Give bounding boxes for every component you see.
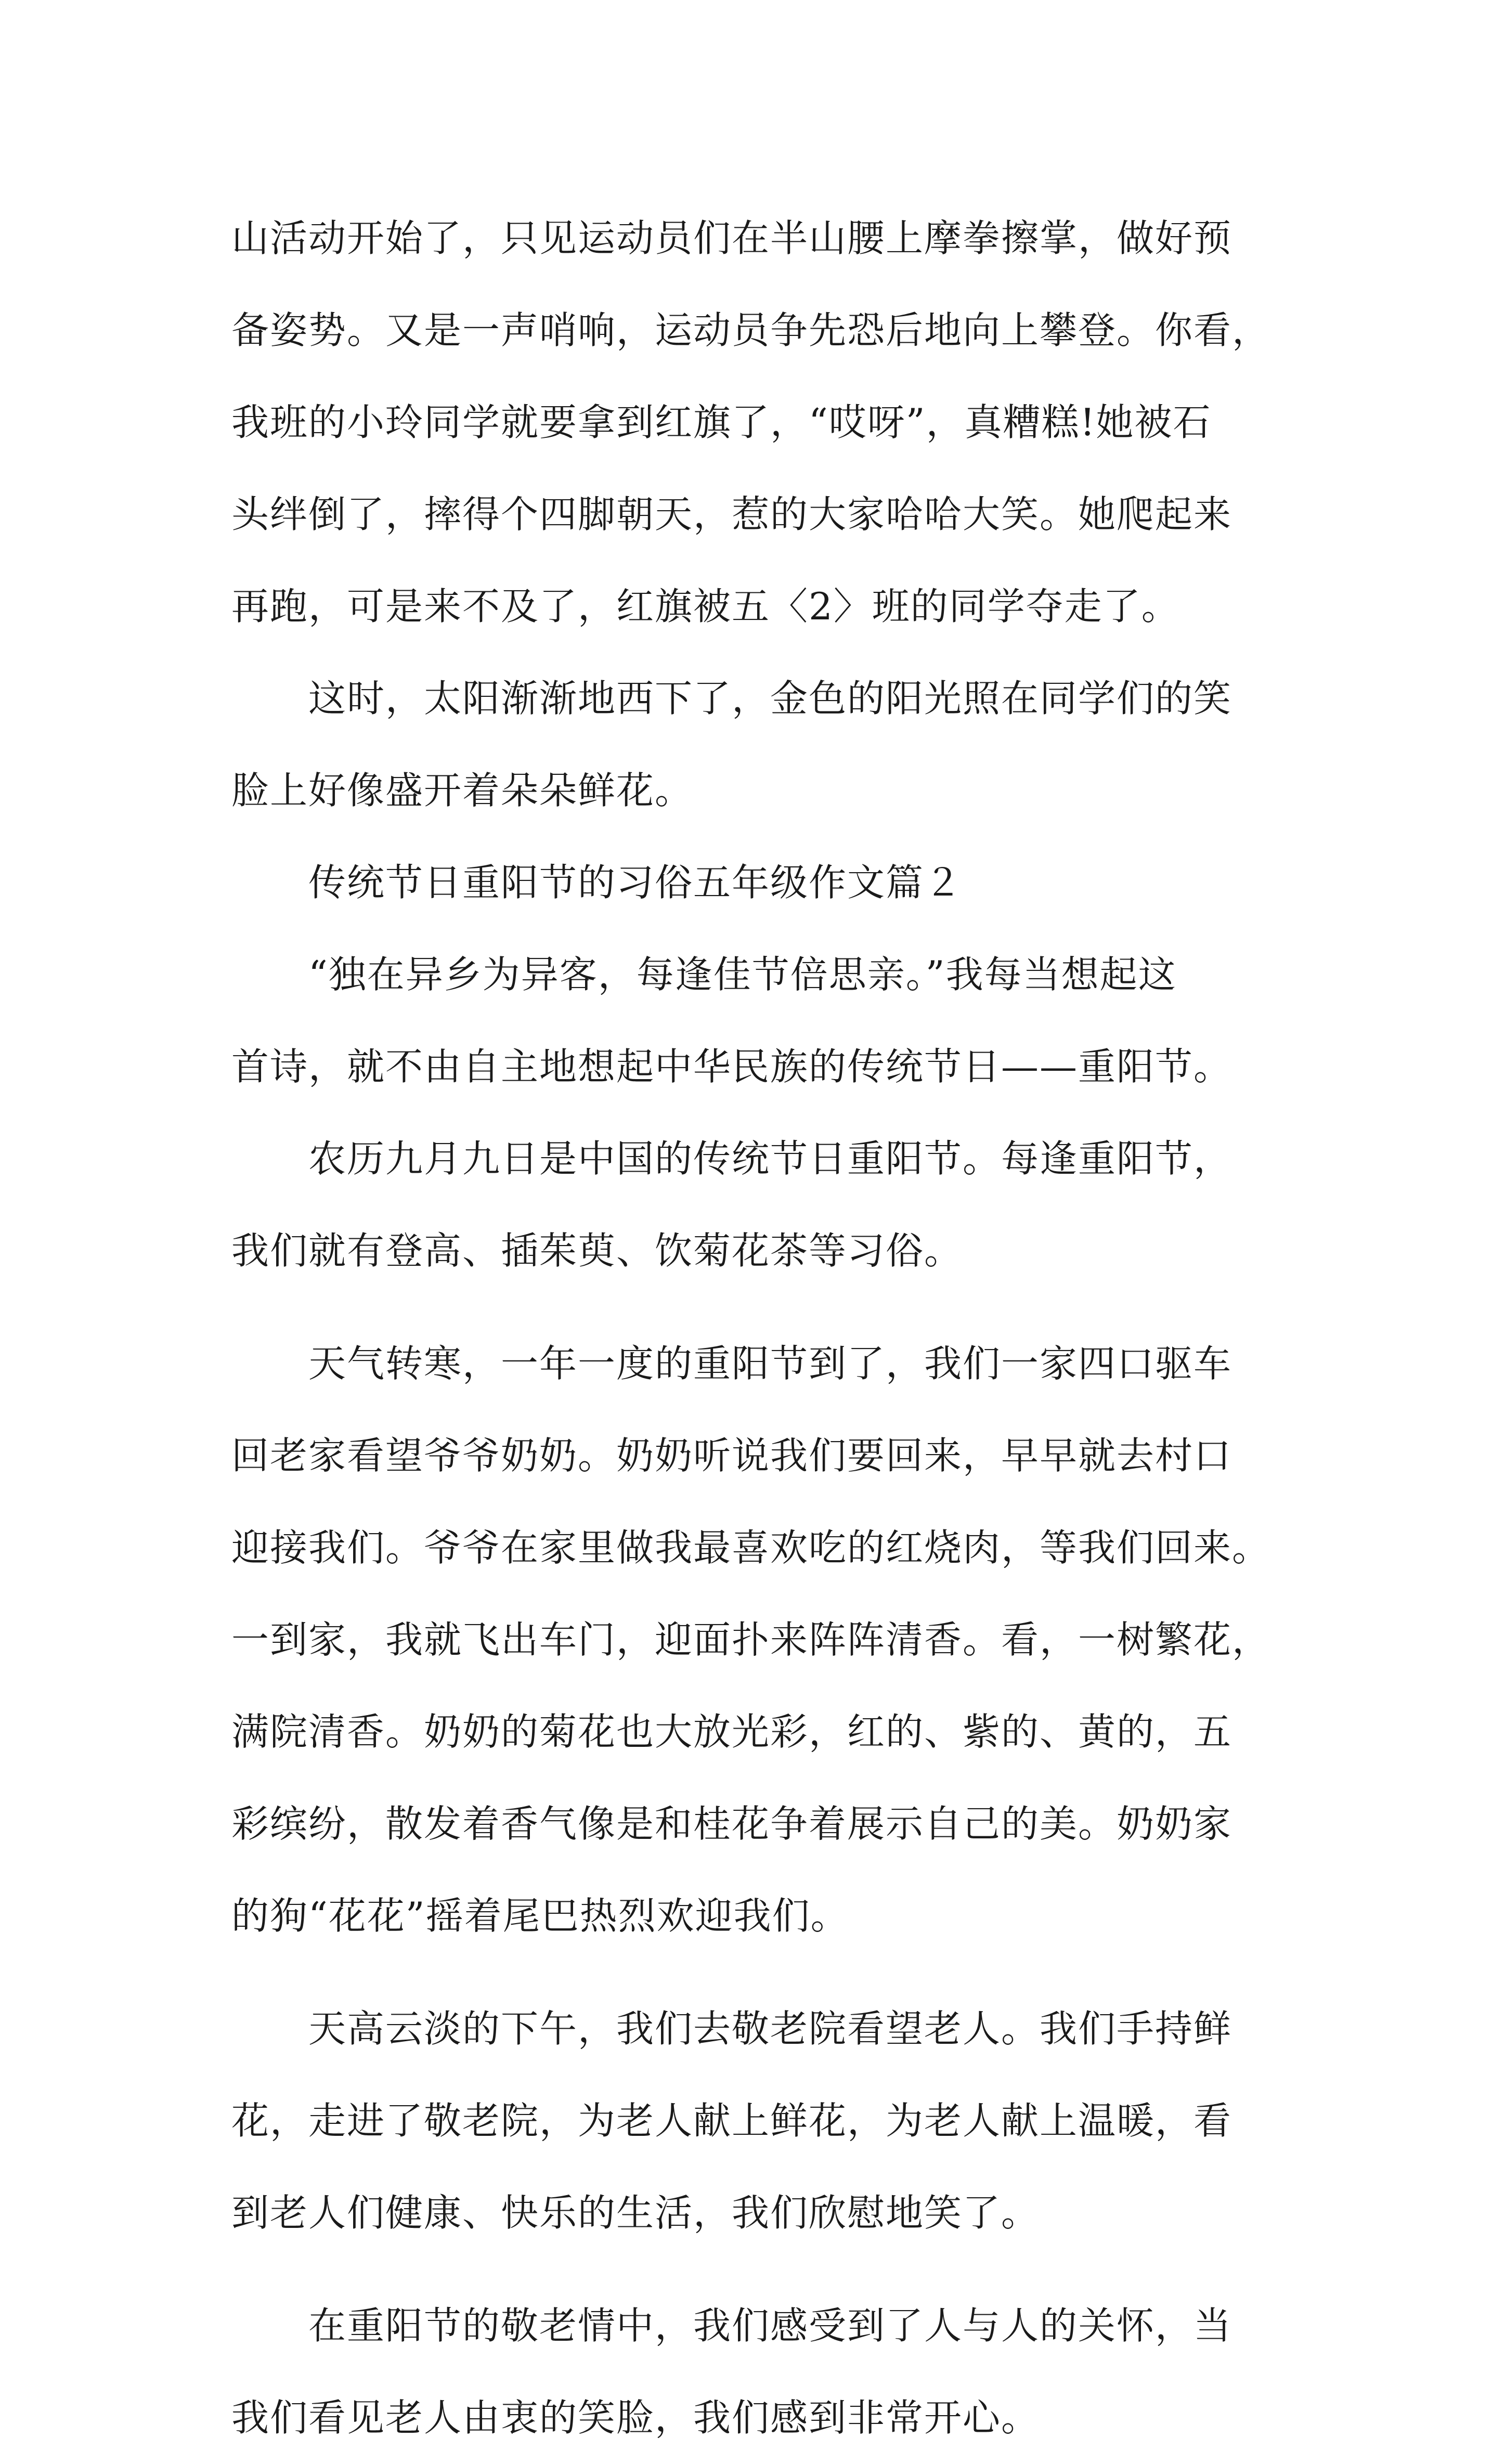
text-line: 这时，太阳渐渐地西下了，金色的阳光照在同学们的笑: [308, 677, 1232, 720]
paragraph-nursing-home: [231, 1983, 1292, 2259]
text-line: 在重阳节的敬老情中，我们感受到了人与人的关怀，当: [308, 2304, 1232, 2348]
text-line: 头绊倒了，摔得个四脚朝天，惹的大家哈哈大笑。她爬起来: [231, 492, 1232, 536]
paragraph-visit-home: [231, 1318, 1292, 1962]
text-line: 山活动开始了，只见运动员们在半山腰上摩拳擦掌，做好预: [231, 216, 1232, 260]
paragraph-gap: [231, 1297, 1292, 1318]
paragraph-sunset: [231, 653, 1292, 837]
text-line: 我班的小玲同学就要拿到红旗了，“哎呀”，真糟糕!她被石: [231, 400, 1212, 444]
paragraph-race-continuation: [231, 192, 1292, 653]
text-line: 我们看见老人由衷的笑脸，我们感到非常开心。: [231, 2396, 1040, 2440]
document-body: [231, 192, 1292, 2464]
paragraph-customs: [231, 1113, 1292, 1297]
text-line: 一到家，我就飞出车门，迎面扑来阵阵清香。看，一树繁花，: [231, 1618, 1271, 1662]
paragraph-poem: [231, 929, 1292, 1113]
essay-title: 传统节日重阳节的习俗五年级作文篇２: [308, 861, 963, 904]
paragraph-conclusion: [231, 2280, 1292, 2464]
text-line: 花，走进了敬老院，为老人献上鲜花，为老人献上温暖，看: [231, 2099, 1232, 2143]
text-line: 我们就有登高、插茱萸、饮菊花茶等习俗。: [231, 1229, 963, 1273]
text-line: 满院清香。奶奶的菊花也大放光彩，红的、紫的、黄的，五: [231, 1710, 1232, 1754]
text-line: 的狗“花花”摇着尾巴热烈欢迎我们。: [231, 1894, 849, 1938]
text-line: 天高云淡的下午，我们去敬老院看望老人。我们手持鲜: [308, 2007, 1232, 2051]
text-line: 迎接我们。爷爷在家里做我最喜欢吃的红烧肉，等我们回来。: [231, 1526, 1271, 1570]
text-line: “独在异乡为异客，每逢佳节倍思亲。”我每当想起这: [308, 953, 1177, 996]
text-line: 天气转寒，一年一度的重阳节到了，我们一家四口驱车: [308, 1342, 1232, 1385]
text-line: 彩缤纷，散发着香气像是和桂花争着展示自己的美。奶奶家: [231, 1802, 1232, 1846]
paragraph-gap: [231, 1962, 1292, 1983]
text-line: 脸上好像盛开着朵朵鲜花。: [231, 769, 694, 812]
paragraph-gap: [231, 2259, 1292, 2280]
text-line: 备姿势。又是一声哨响，运动员争先恐后地向上攀登。你看，: [231, 308, 1271, 352]
text-line: 回老家看望爷爷奶奶。奶奶听说我们要回来，早早就去村口: [231, 1434, 1232, 1477]
text-line: 农历九月九日是中国的传统节日重阳节。每逢重阳节，: [308, 1137, 1232, 1181]
text-line: 首诗，就不由自主地想起中华民族的传统节日——重阳节。: [231, 1045, 1232, 1088]
essay-heading: [231, 837, 1292, 929]
text-line: 到老人们健康、快乐的生活，我们欣慰地笑了。: [231, 2191, 1040, 2235]
text-line: 再跑，可是来不及了，红旗被五〈2〉班的同学夺走了。: [231, 585, 1180, 628]
